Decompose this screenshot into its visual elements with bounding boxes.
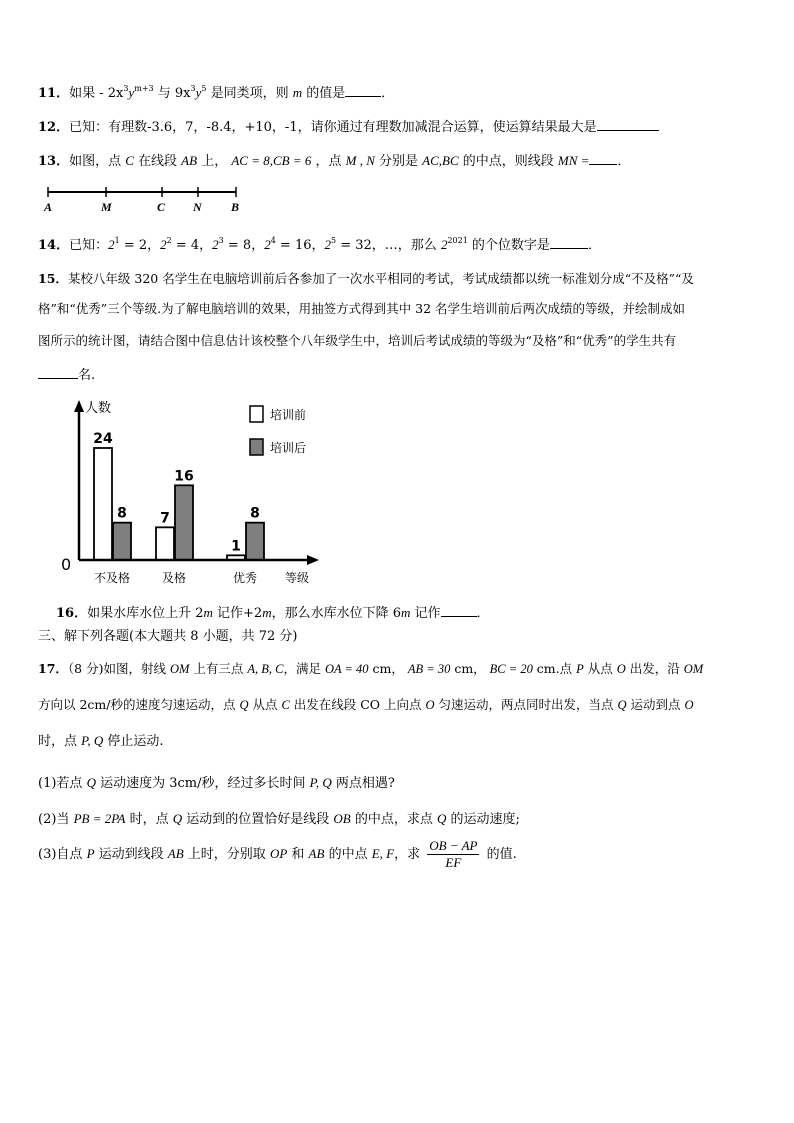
bar-after-2 [246,523,264,560]
question-number: 14． [38,238,70,253]
question-15-line-4: 名. [38,364,95,385]
bar-value-label: 7 [160,510,170,527]
point-label-b: B [231,200,240,214]
bar-value-label: 1 [231,538,241,555]
answer-blank[interactable] [441,602,477,617]
bar-value-label: 8 [117,505,127,522]
question-number: 15． [38,271,68,286]
point-label-c: C [157,200,166,214]
question-number: 12． [38,120,70,135]
x-axis-label: 等级 [285,571,310,585]
point-label-a: A [44,200,53,214]
bar-before-0 [94,448,112,560]
bar-before-1 [156,527,174,560]
answer-blank[interactable] [589,150,617,165]
question-13: 13．如图，点 C 在线段 AB 上， AC = 8,CB = 6 ，点 M , N 分别是 AC,BC 的中点，则线段 MN = ． [38,150,630,171]
answer-blank[interactable] [345,82,381,97]
question-17-line-1: 17．（8 分)如图，射线 OM 上有三点 A, B, C，满足 OA = 40 cm， AB = 30 cm， BC = 20 cm.点 P 从点 O 出发，沿 OM [38,661,704,676]
question-15-line-3: 图所示的统计图，请结合图中信息估计该校整个八年级学生中，培训后考试成绩的等级为“及格”和“优秀”的学生共有 [38,333,677,348]
legend-swatch-after [250,439,263,455]
bar-value-label: 8 [250,505,260,522]
answer-blank[interactable] [597,116,659,131]
bar-chart [55,396,330,592]
bar-after-1 [175,485,193,560]
section-heading: 三、解下列各题(本大题共 8 小题，共 72 分) [38,629,298,644]
answer-blank[interactable] [550,234,588,249]
bar-after-0 [113,523,131,560]
question-17-sub-3: (3)自点 P 运动到线段 AB 上时，分别取 OP 和 AB 的中点 E, F，求 $\frac{OB - AP}{EF}$ 的值. [38,838,517,870]
legend-label-after: 培训后 [270,441,307,455]
point-label-n: N [193,200,202,214]
fraction-numerator: OB − AP [429,838,478,853]
question-number: 17． [38,661,68,676]
question-17-line-3: 时，点 P, Q 停止运动. [38,733,164,749]
question-15-line-1: 15．某校八年级 320 名学生在电脑培训前后各参加了一次水平相同的考试，考试成绩都以统一标准划分成“不及格”“及 [38,271,694,286]
y-axis-arrow [74,400,84,412]
bar-value-label: 24 [93,431,113,447]
question-15-line-2: 格”和“优秀”三个等级.为了解电脑培训的效果，用抽签方式得到其中 32 名学生培训前后两次成绩的等级，并绘制成如 [38,301,685,316]
x-axis-arrow [307,555,319,565]
y-axis-label: 人数 [85,401,112,416]
question-number: 11． [38,86,70,101]
answer-blank[interactable] [38,364,78,379]
chart-bars [93,431,264,585]
bar-value-label: 16 [174,468,194,485]
segment-figure [36,184,256,216]
origin-label: 0 [61,555,72,574]
legend-swatch-before [250,406,263,422]
fraction [427,838,479,871]
question-12: 12．已知：有理数-3.6，7，-8.4，+10，-1，请你通过有理数加减混合运算，使运算结果最大是 [38,116,659,137]
x-tick-label: 及格 [161,571,187,585]
question-14: 14．已知：$2^1 = 2$，$2^2 = 4$，$2^3 = 8$，$2^4 = 16$，$2^5 = 32$，…，那么 $2^{2021}$ 的个位数字是 ． [38,236,601,253]
question-17-sub-2: (2)当 PB = 2PA 时，点 Q 运动到的位置恰好是线段 OB 的中点，求点 Q 的运动速度; [38,811,520,827]
point-label-m: M [101,200,112,214]
fraction-denominator: EF [445,855,462,870]
question-17-line-2: 方向以 2cm/秒的速度匀速运动，点 Q 从点 C 出发在线段 CO 上向点 O 匀速运动，两点同时出发，当点 Q 运动到点 O [38,697,694,712]
question-11: 11．如果 - $2x^3y^{m+3}$ 与 $9x^3y^5$ 是同类项，则 m 的值是 ． [38,84,395,101]
question-16: 16．如果水库水位上升 2m 记作+2m，那么水库水位下降 6m 记作 ． [56,602,490,623]
legend-label-before: 培训前 [270,408,307,422]
question-number: 13． [38,154,70,169]
x-tick-label: 优秀 [232,571,258,585]
question-17-sub-1: (1)若点 Q 运动速度为 3cm/秒，经过多长时间 P, Q 两点相遇? [38,775,395,791]
question-number: 16． [56,606,88,621]
x-tick-label: 不及格 [93,571,131,585]
